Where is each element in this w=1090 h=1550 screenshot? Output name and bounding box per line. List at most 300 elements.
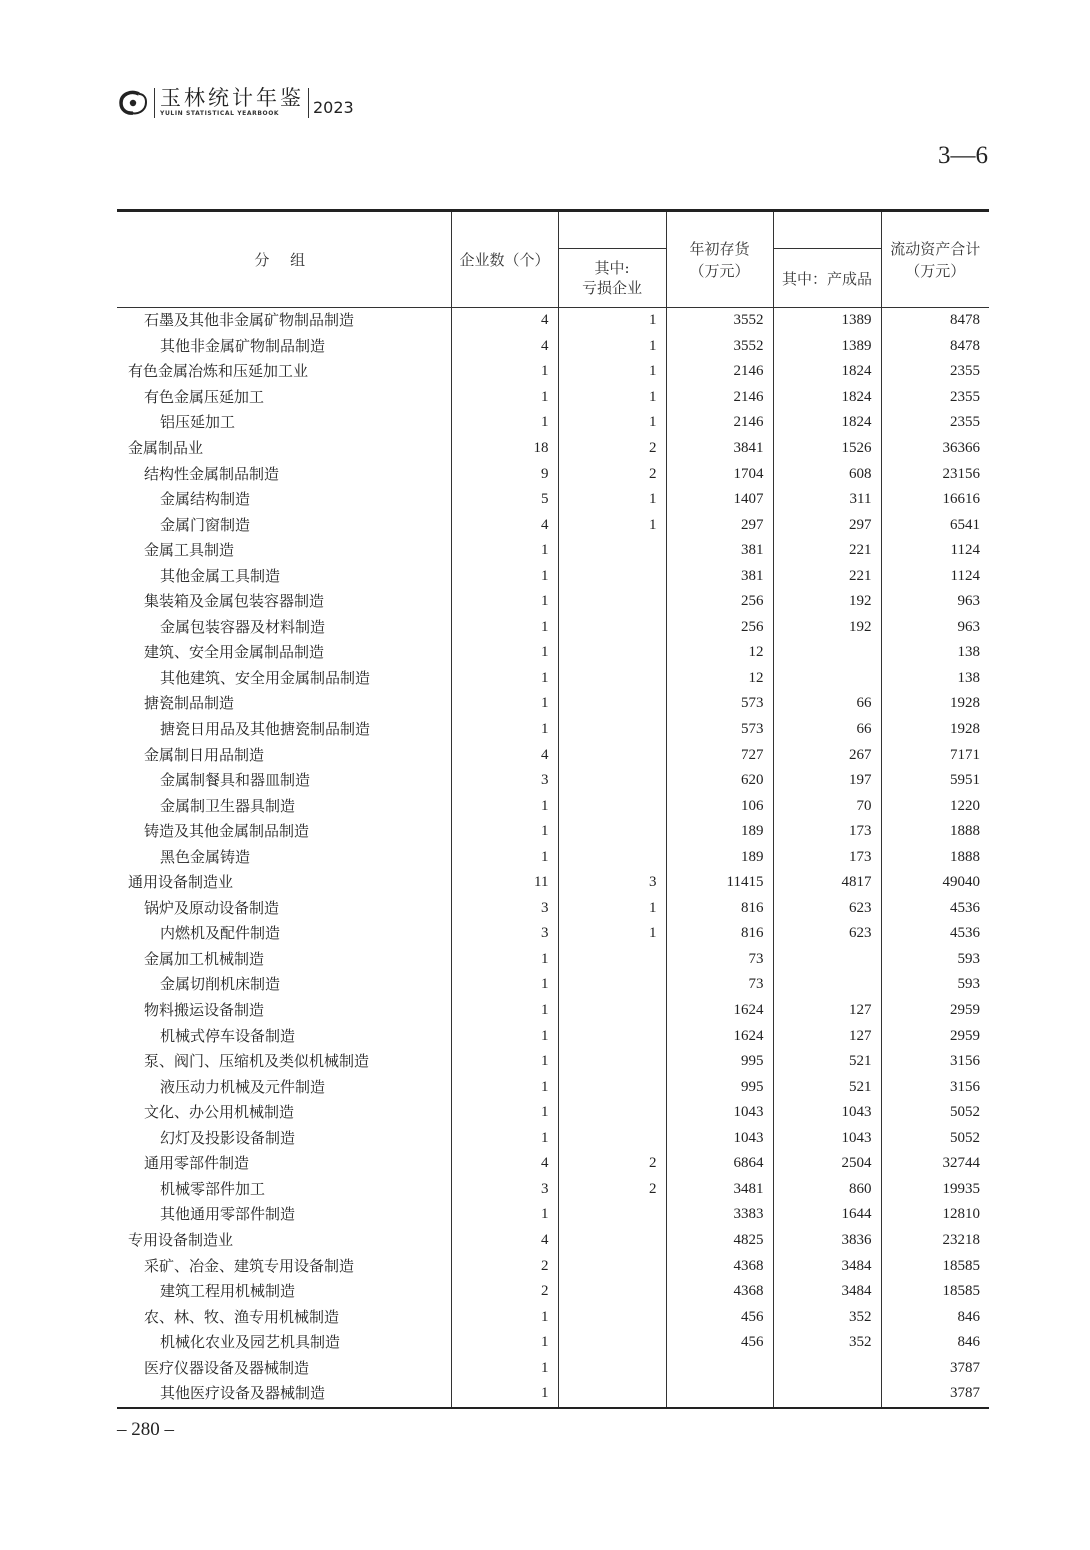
row-current-assets: 1928 xyxy=(950,695,980,712)
table-row xyxy=(117,666,989,692)
table-row xyxy=(117,1151,989,1177)
yearbook-year: 2023 xyxy=(313,98,354,117)
row-inventory: 4368 xyxy=(666,1279,773,1305)
header-loss-spacer xyxy=(558,211,666,249)
row-finished-goods: 297 xyxy=(773,512,881,538)
row-loss-count xyxy=(558,793,666,819)
row-current-assets: 12810 xyxy=(942,1206,980,1223)
row-current-assets: 963 xyxy=(957,618,980,635)
row-loss-count: 1 xyxy=(558,410,666,436)
row-inventory: 727 xyxy=(666,742,773,768)
table-number: 3—6 xyxy=(938,142,988,169)
row-group-name: 金属工具制造 xyxy=(117,538,451,564)
row-group-name: 泵、阀门、压缩机及类似机械制造 xyxy=(117,1049,451,1075)
yearbook-logo-icon xyxy=(117,88,149,118)
row-enterprise-count: 1 xyxy=(451,793,558,819)
header-current-assets-label: 流动资产合计 xyxy=(890,239,981,258)
row-loss-count: 2 xyxy=(558,461,666,487)
row-inventory: 381 xyxy=(666,563,773,589)
row-finished-goods xyxy=(773,640,881,666)
row-inventory: 189 xyxy=(666,844,773,870)
table-row xyxy=(117,1330,989,1356)
row-group-name: 其他金属工具制造 xyxy=(117,563,451,589)
row-finished-goods: 3836 xyxy=(773,1228,881,1254)
row-finished-goods: 127 xyxy=(773,1023,881,1049)
row-current-assets: 23156 xyxy=(942,465,980,482)
row-finished-goods: 2504 xyxy=(773,1151,881,1177)
table-row xyxy=(117,691,989,717)
row-loss-count: 2 xyxy=(558,1151,666,1177)
row-group-name: 机械式停车设备制造 xyxy=(117,1023,451,1049)
row-enterprise-count: 18 xyxy=(451,436,558,462)
row-group-name: 其他非金属矿物制品制造 xyxy=(117,334,451,360)
row-enterprise-count: 3 xyxy=(451,1177,558,1203)
row-current-assets: 4536 xyxy=(950,925,980,942)
row-inventory xyxy=(666,1381,773,1408)
row-group-name: 结构性金属制品制造 xyxy=(117,461,451,487)
table-row xyxy=(117,793,989,819)
row-enterprise-count: 1 xyxy=(451,563,558,589)
row-loss-count xyxy=(558,640,666,666)
row-inventory: 3841 xyxy=(666,436,773,462)
row-enterprise-count: 1 xyxy=(451,1023,558,1049)
row-current-assets: 593 xyxy=(957,950,980,967)
row-group-name: 农、林、牧、渔专用机械制造 xyxy=(117,1304,451,1330)
row-finished-goods xyxy=(773,1355,881,1381)
row-finished-goods: 352 xyxy=(773,1304,881,1330)
row-current-assets: 3787 xyxy=(950,1359,980,1376)
row-inventory: 6864 xyxy=(666,1151,773,1177)
row-enterprise-count: 11 xyxy=(451,870,558,896)
table-row xyxy=(117,1279,989,1305)
row-loss-count xyxy=(558,1381,666,1408)
table-row xyxy=(117,1100,989,1126)
table-row xyxy=(117,1202,989,1228)
row-loss-count xyxy=(558,998,666,1024)
row-current-assets: 138 xyxy=(957,669,980,686)
row-loss-count xyxy=(558,1253,666,1279)
row-enterprise-count: 1 xyxy=(451,1100,558,1126)
row-group-name: 金属制餐具和器皿制造 xyxy=(117,768,451,794)
row-finished-goods: 860 xyxy=(773,1177,881,1203)
row-enterprise-count: 1 xyxy=(451,819,558,845)
row-loss-count xyxy=(558,1023,666,1049)
row-finished-goods: 1389 xyxy=(773,334,881,360)
row-current-assets: 7171 xyxy=(950,746,980,763)
row-group-name: 金属制品业 xyxy=(117,436,451,462)
logo-divider xyxy=(308,88,309,118)
row-current-assets: 1888 xyxy=(950,848,980,865)
row-group-name: 锅炉及原动设备制造 xyxy=(117,896,451,922)
row-enterprise-count: 4 xyxy=(451,308,558,334)
row-enterprise-count: 1 xyxy=(451,410,558,436)
row-inventory: 106 xyxy=(666,793,773,819)
row-finished-goods: 66 xyxy=(773,691,881,717)
row-loss-count xyxy=(558,1049,666,1075)
row-enterprise-count: 1 xyxy=(451,691,558,717)
row-loss-count xyxy=(558,742,666,768)
row-finished-goods: 221 xyxy=(773,538,881,564)
table-row xyxy=(117,538,989,564)
row-loss-count xyxy=(558,1202,666,1228)
row-group-name: 金属门窗制造 xyxy=(117,512,451,538)
row-loss-count xyxy=(558,972,666,998)
row-loss-count xyxy=(558,615,666,641)
row-loss-count xyxy=(558,589,666,615)
row-inventory: 456 xyxy=(666,1304,773,1330)
row-enterprise-count: 1 xyxy=(451,359,558,385)
row-current-assets: 2355 xyxy=(950,388,980,405)
row-finished-goods: 127 xyxy=(773,998,881,1024)
table-row xyxy=(117,1355,989,1381)
table-row xyxy=(117,1126,989,1152)
table-row xyxy=(117,896,989,922)
row-inventory: 1704 xyxy=(666,461,773,487)
row-group-name: 铝压延加工 xyxy=(117,410,451,436)
header-inventory-unit: （万元） xyxy=(689,261,750,280)
row-current-assets: 846 xyxy=(957,1308,980,1325)
row-current-assets: 1124 xyxy=(950,542,980,559)
row-group-name: 液压动力机械及元件制造 xyxy=(117,1074,451,1100)
table-row xyxy=(117,1381,989,1408)
row-group-name: 通用零部件制造 xyxy=(117,1151,451,1177)
row-inventory: 3552 xyxy=(666,308,773,334)
row-loss-count: 3 xyxy=(558,870,666,896)
row-inventory: 816 xyxy=(666,896,773,922)
row-inventory: 573 xyxy=(666,691,773,717)
row-finished-goods: 1824 xyxy=(773,410,881,436)
row-inventory: 381 xyxy=(666,538,773,564)
row-finished-goods: 173 xyxy=(773,819,881,845)
header-group: 分 组 xyxy=(117,211,451,308)
row-group-name: 其他建筑、安全用金属制品制造 xyxy=(117,666,451,692)
row-current-assets: 5052 xyxy=(950,1129,980,1146)
row-group-name: 铸造及其他金属制品制造 xyxy=(117,819,451,845)
row-enterprise-count: 5 xyxy=(451,487,558,513)
row-loss-count: 1 xyxy=(558,385,666,411)
row-enterprise-count: 2 xyxy=(451,1279,558,1305)
row-finished-goods: 3484 xyxy=(773,1253,881,1279)
row-current-assets: 6541 xyxy=(950,516,980,533)
table-row xyxy=(117,1177,989,1203)
row-current-assets: 8478 xyxy=(950,312,980,329)
yearbook-header xyxy=(117,86,354,122)
row-current-assets: 1888 xyxy=(950,823,980,840)
row-finished-goods xyxy=(773,947,881,973)
table-row xyxy=(117,844,989,870)
row-enterprise-count: 1 xyxy=(451,538,558,564)
header-finished-goods: 其中：产成品 xyxy=(773,249,881,308)
row-inventory: 3383 xyxy=(666,1202,773,1228)
row-inventory: 11415 xyxy=(666,870,773,896)
row-loss-count xyxy=(558,691,666,717)
row-current-assets: 963 xyxy=(957,593,980,610)
row-finished-goods xyxy=(773,972,881,998)
table-row xyxy=(117,819,989,845)
header-current-assets-unit: （万元） xyxy=(905,261,966,280)
row-enterprise-count: 2 xyxy=(451,1253,558,1279)
row-loss-count xyxy=(558,819,666,845)
table-row xyxy=(117,742,989,768)
row-finished-goods: 192 xyxy=(773,615,881,641)
table-row xyxy=(117,589,989,615)
row-inventory: 256 xyxy=(666,589,773,615)
row-loss-count xyxy=(558,563,666,589)
row-current-assets: 18585 xyxy=(942,1283,980,1300)
row-finished-goods: 623 xyxy=(773,921,881,947)
row-loss-count: 1 xyxy=(558,487,666,513)
row-inventory xyxy=(666,1355,773,1381)
table-row xyxy=(117,410,989,436)
statistics-table xyxy=(117,209,989,1409)
page-number: – 280 – xyxy=(117,1419,174,1440)
header-finished-spacer xyxy=(773,211,881,249)
table-row xyxy=(117,1228,989,1254)
row-inventory: 297 xyxy=(666,512,773,538)
row-finished-goods: 4817 xyxy=(773,870,881,896)
table-row xyxy=(117,308,989,334)
row-current-assets: 18585 xyxy=(942,1257,980,1274)
row-inventory: 816 xyxy=(666,921,773,947)
table-row xyxy=(117,436,989,462)
row-inventory: 3481 xyxy=(666,1177,773,1203)
row-finished-goods: 70 xyxy=(773,793,881,819)
row-loss-count xyxy=(558,1074,666,1100)
table-row xyxy=(117,1253,989,1279)
row-enterprise-count: 1 xyxy=(451,1126,558,1152)
row-inventory: 2146 xyxy=(666,410,773,436)
row-enterprise-count: 4 xyxy=(451,334,558,360)
row-enterprise-count: 1 xyxy=(451,640,558,666)
logo-divider xyxy=(154,88,155,118)
row-current-assets: 1220 xyxy=(950,797,980,814)
row-inventory: 3552 xyxy=(666,334,773,360)
row-inventory: 256 xyxy=(666,615,773,641)
row-loss-count: 1 xyxy=(558,512,666,538)
row-current-assets: 2959 xyxy=(950,1027,980,1044)
row-enterprise-count: 3 xyxy=(451,768,558,794)
row-current-assets: 138 xyxy=(957,644,980,661)
row-group-name: 建筑、安全用金属制品制造 xyxy=(117,640,451,666)
row-finished-goods: 221 xyxy=(773,563,881,589)
row-finished-goods: 1824 xyxy=(773,385,881,411)
row-finished-goods: 1526 xyxy=(773,436,881,462)
row-group-name: 集装箱及金属包装容器制造 xyxy=(117,589,451,615)
row-group-name: 搪瓷日用品及其他搪瓷制品制造 xyxy=(117,717,451,743)
row-enterprise-count: 1 xyxy=(451,972,558,998)
row-current-assets: 3156 xyxy=(950,1078,980,1095)
row-group-name: 建筑工程用机械制造 xyxy=(117,1279,451,1305)
row-enterprise-count: 1 xyxy=(451,1049,558,1075)
table-row xyxy=(117,717,989,743)
row-finished-goods xyxy=(773,666,881,692)
row-enterprise-count: 1 xyxy=(451,1074,558,1100)
table-row xyxy=(117,1304,989,1330)
row-inventory: 1624 xyxy=(666,998,773,1024)
table-row xyxy=(117,870,989,896)
row-finished-goods: 1043 xyxy=(773,1126,881,1152)
table-row xyxy=(117,334,989,360)
row-group-name: 有色金属冶炼和压延加工业 xyxy=(117,359,451,385)
row-inventory: 4825 xyxy=(666,1228,773,1254)
row-enterprise-count: 1 xyxy=(451,947,558,973)
row-loss-count xyxy=(558,1279,666,1305)
row-group-name: 机械化农业及园艺机具制造 xyxy=(117,1330,451,1356)
row-enterprise-count: 1 xyxy=(451,1355,558,1381)
row-current-assets: 19935 xyxy=(942,1180,980,1197)
row-inventory: 620 xyxy=(666,768,773,794)
table-row xyxy=(117,461,989,487)
row-inventory: 2146 xyxy=(666,385,773,411)
row-enterprise-count: 1 xyxy=(451,589,558,615)
row-current-assets: 2355 xyxy=(950,363,980,380)
row-inventory: 4368 xyxy=(666,1253,773,1279)
row-enterprise-count: 9 xyxy=(451,461,558,487)
header-enterprises: 企业数（个） xyxy=(451,211,558,308)
row-loss-count xyxy=(558,1228,666,1254)
yearbook-title-en: YULIN STATISTICAL YEARBOOK xyxy=(160,110,280,117)
row-group-name: 金属结构制造 xyxy=(117,487,451,513)
row-inventory: 573 xyxy=(666,717,773,743)
row-group-name: 机械零部件加工 xyxy=(117,1177,451,1203)
row-finished-goods: 521 xyxy=(773,1074,881,1100)
row-group-name: 医疗仪器设备及器械制造 xyxy=(117,1355,451,1381)
table-row xyxy=(117,487,989,513)
row-loss-count: 1 xyxy=(558,308,666,334)
row-enterprise-count: 1 xyxy=(451,998,558,1024)
row-inventory: 12 xyxy=(666,640,773,666)
row-current-assets: 4536 xyxy=(950,899,980,916)
table-body xyxy=(117,308,989,1408)
row-inventory: 73 xyxy=(666,947,773,973)
row-finished-goods: 192 xyxy=(773,589,881,615)
row-enterprise-count: 1 xyxy=(451,1330,558,1356)
row-loss-count: 1 xyxy=(558,359,666,385)
row-finished-goods: 521 xyxy=(773,1049,881,1075)
table-row xyxy=(117,1074,989,1100)
row-loss-count xyxy=(558,1304,666,1330)
row-finished-goods: 1824 xyxy=(773,359,881,385)
row-group-name: 金属切削机床制造 xyxy=(117,972,451,998)
row-loss-count: 1 xyxy=(558,334,666,360)
row-loss-count: 2 xyxy=(558,436,666,462)
row-loss-count: 1 xyxy=(558,921,666,947)
row-loss-count xyxy=(558,538,666,564)
table-row xyxy=(117,359,989,385)
row-finished-goods: 3484 xyxy=(773,1279,881,1305)
header-loss-label1: 其中: xyxy=(594,259,630,277)
row-group-name: 通用设备制造业 xyxy=(117,870,451,896)
row-enterprise-count: 1 xyxy=(451,385,558,411)
table-row xyxy=(117,998,989,1024)
row-group-name: 金属制卫生器具制造 xyxy=(117,793,451,819)
table-row xyxy=(117,921,989,947)
table-row xyxy=(117,1023,989,1049)
row-enterprise-count: 1 xyxy=(451,666,558,692)
row-current-assets: 8478 xyxy=(950,337,980,354)
row-current-assets: 23218 xyxy=(942,1231,980,1248)
row-loss-count xyxy=(558,1330,666,1356)
row-loss-count: 1 xyxy=(558,896,666,922)
table-row xyxy=(117,972,989,998)
table-row xyxy=(117,768,989,794)
row-current-assets: 846 xyxy=(957,1334,980,1351)
table-row xyxy=(117,385,989,411)
row-finished-goods: 197 xyxy=(773,768,881,794)
row-enterprise-count: 1 xyxy=(451,717,558,743)
table-row xyxy=(117,615,989,641)
row-group-name: 其他通用零部件制造 xyxy=(117,1202,451,1228)
row-inventory: 12 xyxy=(666,666,773,692)
row-group-name: 专用设备制造业 xyxy=(117,1228,451,1254)
row-current-assets: 593 xyxy=(957,976,980,993)
row-inventory: 73 xyxy=(666,972,773,998)
row-group-name: 采矿、冶金、建筑专用设备制造 xyxy=(117,1253,451,1279)
row-enterprise-count: 1 xyxy=(451,615,558,641)
row-current-assets: 36366 xyxy=(942,440,980,456)
row-inventory: 456 xyxy=(666,1330,773,1356)
row-group-name: 其他医疗设备及器械制造 xyxy=(117,1381,451,1408)
row-current-assets: 16616 xyxy=(942,491,980,508)
row-enterprise-count: 1 xyxy=(451,1381,558,1408)
row-group-name: 黑色金属铸造 xyxy=(117,844,451,870)
row-group-name: 石墨及其他非金属矿物制品制造 xyxy=(117,308,451,334)
row-group-name: 幻灯及投影设备制造 xyxy=(117,1126,451,1152)
row-loss-count: 2 xyxy=(558,1177,666,1203)
row-current-assets: 3787 xyxy=(950,1385,980,1402)
row-group-name: 金属制日用品制造 xyxy=(117,742,451,768)
row-finished-goods: 1644 xyxy=(773,1202,881,1228)
row-enterprise-count: 1 xyxy=(451,844,558,870)
row-loss-count xyxy=(558,844,666,870)
row-group-name: 搪瓷制品制造 xyxy=(117,691,451,717)
table-row xyxy=(117,563,989,589)
row-enterprise-count: 1 xyxy=(451,1304,558,1330)
header-current-assets xyxy=(881,211,989,308)
row-finished-goods xyxy=(773,1381,881,1408)
row-current-assets: 2959 xyxy=(950,1002,980,1019)
row-inventory: 1043 xyxy=(666,1126,773,1152)
row-loss-count xyxy=(558,717,666,743)
row-inventory: 2146 xyxy=(666,359,773,385)
row-inventory: 1407 xyxy=(666,487,773,513)
row-finished-goods: 623 xyxy=(773,896,881,922)
table-row xyxy=(117,947,989,973)
row-enterprise-count: 3 xyxy=(451,921,558,947)
row-loss-count xyxy=(558,1355,666,1381)
row-loss-count xyxy=(558,1126,666,1152)
row-enterprise-count: 3 xyxy=(451,896,558,922)
row-finished-goods: 311 xyxy=(773,487,881,513)
table-row xyxy=(117,512,989,538)
statistics-table-container xyxy=(117,209,989,1409)
header-loss-enterprises xyxy=(558,249,666,308)
row-enterprise-count: 1 xyxy=(451,1202,558,1228)
row-current-assets: 1928 xyxy=(950,721,980,738)
row-current-assets: 32744 xyxy=(942,1155,980,1172)
row-inventory: 189 xyxy=(666,819,773,845)
row-current-assets: 1124 xyxy=(950,567,980,584)
row-loss-count xyxy=(558,768,666,794)
row-finished-goods: 267 xyxy=(773,742,881,768)
row-finished-goods: 173 xyxy=(773,844,881,870)
row-group-name: 有色金属压延加工 xyxy=(117,385,451,411)
row-inventory: 995 xyxy=(666,1049,773,1075)
row-finished-goods: 1389 xyxy=(773,308,881,334)
row-enterprise-count: 4 xyxy=(451,512,558,538)
row-loss-count xyxy=(558,666,666,692)
row-group-name: 金属包装容器及材料制造 xyxy=(117,615,451,641)
